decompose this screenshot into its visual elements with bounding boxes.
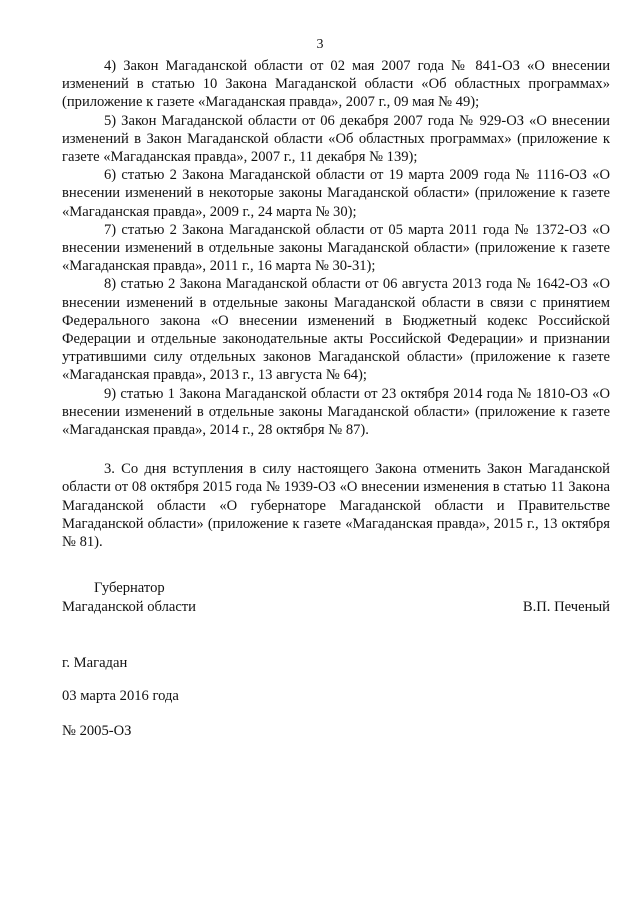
signing-date: 03 марта 2016 года: [62, 688, 179, 704]
section-3-paragraph: 3. Со дня вступления в силу настоящего Закона отменить Закон Магаданской области от 08 октября 2015 года № 1939-ОЗ «О внесении изменения в статью 11 Закона Магаданской области «О губернаторе Магаданской области и Правительстве Магаданской области» (приложение к газете «Магаданская правда», 2015 г., 13 октября № 81).: [62, 461, 610, 551]
signature-block: [62, 579, 610, 617]
signature-row: [62, 598, 610, 617]
signature-title-line2: Магаданской области: [62, 599, 196, 615]
list-item-8: 8) статью 2 Закона Магаданской области от 06 августа 2013 года № 1642-ОЗ «О внесении изменений в отдельные законы Магаданской области в связи с принятием Федерального закона «О внесении изменений в Бюджетный кодекс Российской Федерации и отдельные законодательные акты Российской Федерации» и признании утратившими силу отдельных законов Магаданской области» (приложение к газете «Магаданская правда», 2013 г., 13 августа № 64);: [62, 276, 610, 384]
list-item-9: 9) статью 1 Закона Магаданской области от 23 октября 2014 года № 1810-ОЗ «О внесении изменений в отдельные законы Магаданской области» (приложение к газете «Магаданская правда», 2014 г., 28 октября № 87).: [62, 385, 610, 439]
page-number: 3: [316, 37, 324, 52]
list-item-6: 6) статью 2 Закона Магаданской области от 19 марта 2009 года № 1116-ОЗ «О внесении изменений в некоторые законы Магаданской области» (приложение к газете «Магаданская правда», 2009 г., 24 марта № 30);: [62, 167, 610, 220]
signature-title-line1: Губернатор: [94, 580, 165, 596]
document-body: [62, 57, 610, 551]
list-item-7: 7) статью 2 Закона Магаданской области от 05 марта 2011 года № 1372-ОЗ «О внесении изменений в отдельные законы Магаданской области» (приложение к газете «Магаданская правда», 2011 г., 16 марта № 30-31);: [62, 221, 610, 275]
signature-name: В.П. Печеный: [522, 599, 610, 615]
law-number: № 2005-ОЗ: [62, 723, 132, 739]
list-item-4: 4) Закон Магаданской области от 02 мая 2007 года № 841-ОЗ «О внесении изменений в статью 10 Закона Магаданской области «Об областных программах» (приложение к газете «Магаданская правда», 2007 г., 09 мая № 49);: [62, 58, 610, 111]
signing-place: г. Магадан: [62, 655, 128, 671]
paragraph-spacer: [62, 439, 610, 460]
list-item-5: 5) Закон Магаданской области от 06 декабря 2007 года № 929-ОЗ «О внесении изменений в Закон Магаданской области «Об областных программах» (приложение к газете «Магаданская правда», 2007 г., 11 декабря № 139);: [62, 112, 610, 166]
